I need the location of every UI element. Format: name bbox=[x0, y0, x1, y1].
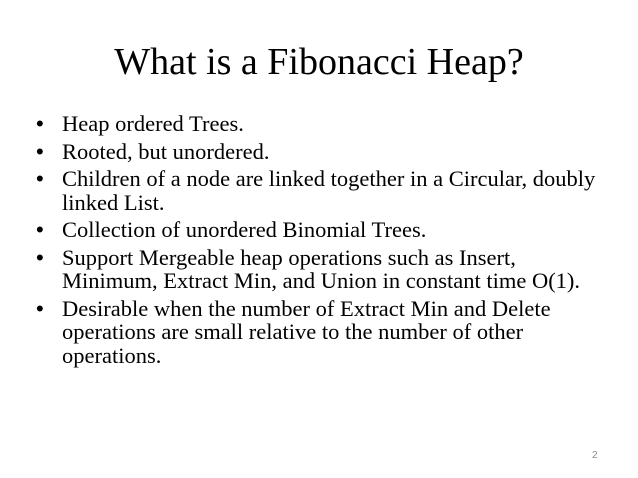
list-item bbox=[36, 218, 616, 242]
page-number: 2 bbox=[592, 450, 598, 461]
bullet-text: Rooted, but unordered. bbox=[62, 138, 270, 164]
bullet-text: Support Mergeable heap operations such as Insert, Minimum, Extract Min, and Union in constant time O(1). bbox=[62, 244, 581, 293]
list-item bbox=[36, 297, 616, 368]
bullet-text: Children of a node are linked together in a Circular, doubly linked List. bbox=[62, 166, 596, 215]
list-item bbox=[36, 112, 616, 136]
bullet-text: Collection of unordered Binomial Trees. bbox=[62, 217, 427, 242]
bullet-icon: • bbox=[36, 217, 44, 242]
bullet-text: Desirable when the number of Extract Min and Delete operations are small relative to the number of other operations. bbox=[62, 295, 551, 368]
bullet-icon: • bbox=[36, 244, 44, 270]
bullet-icon: • bbox=[36, 111, 44, 136]
slide-title: What is a Fibonacci Heap? bbox=[114, 41, 524, 83]
bullet-text: Heap ordered Trees. bbox=[62, 111, 244, 136]
bullet-list bbox=[36, 112, 616, 371]
bullet-icon: • bbox=[36, 166, 44, 191]
list-item bbox=[36, 167, 616, 214]
list-item bbox=[36, 246, 616, 293]
list-item bbox=[36, 140, 616, 164]
bullet-icon: • bbox=[36, 138, 44, 164]
bullet-icon: • bbox=[36, 295, 44, 321]
